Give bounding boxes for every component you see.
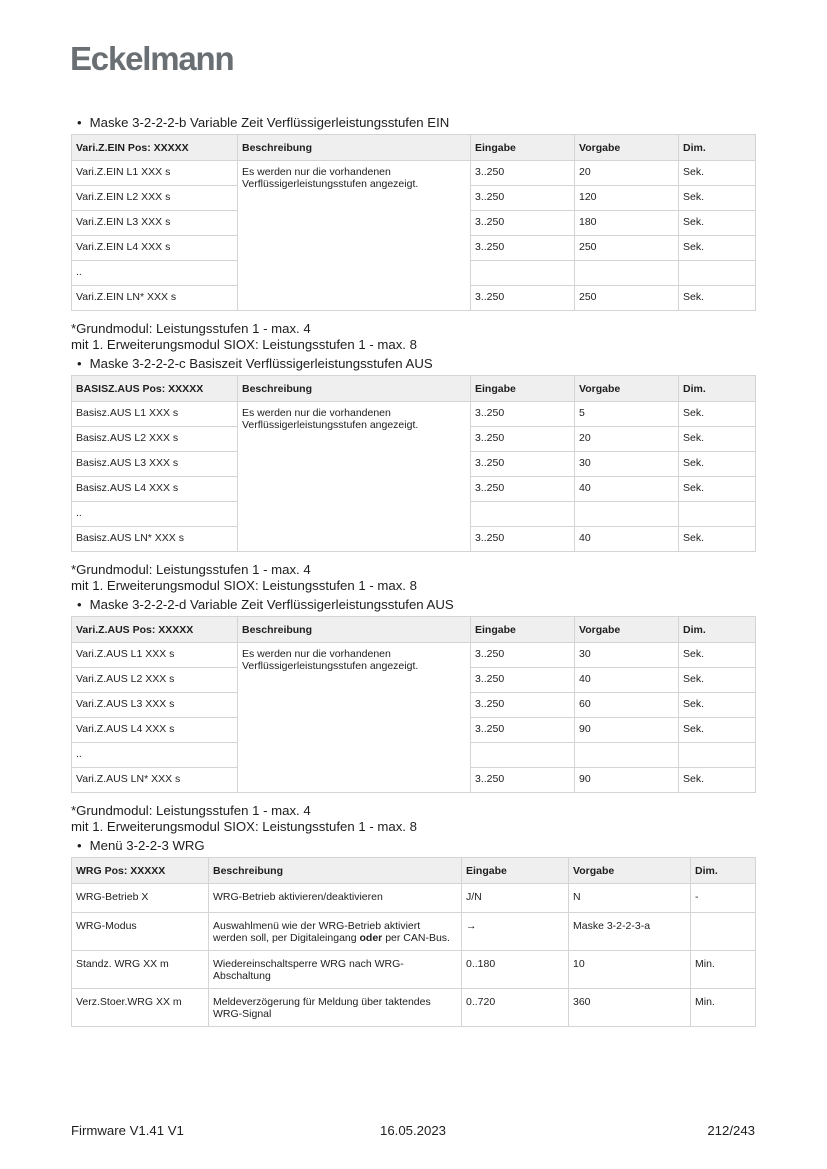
param-default: Maske 3-2-2-3-a [569, 913, 691, 951]
param-description: Es werden nur die vorhandenen Verflüssigerleistungsstufen angezeigt. [238, 402, 471, 552]
param-name: Vari.Z.AUS L3 XXX s [72, 693, 238, 718]
param-description: Wiedereinschaltsperre WRG nach WRG-Abschaltung [209, 951, 462, 989]
param-default: 10 [569, 951, 691, 989]
param-input: 3..250 [471, 693, 575, 718]
param-name: Basisz.AUS LN* XXX s [72, 527, 238, 552]
param-name: Basisz.AUS L4 XXX s [72, 477, 238, 502]
param-default: 20 [575, 427, 679, 452]
param-name: WRG-Betrieb X [72, 884, 209, 913]
param-dim: Sek. [679, 286, 756, 311]
param-default: 250 [575, 236, 679, 261]
table-header-row [72, 617, 756, 643]
param-dim [679, 502, 756, 527]
column-header: Dim. [679, 617, 756, 643]
column-header: Beschreibung [238, 135, 471, 161]
param-input: 3..250 [471, 527, 575, 552]
submenu-arrow[interactable]: → [462, 913, 569, 951]
param-name: Basisz.AUS L2 XXX s [72, 427, 238, 452]
param-input [471, 743, 575, 768]
param-default: 60 [575, 693, 679, 718]
param-default: 90 [575, 718, 679, 743]
param-default: 360 [569, 989, 691, 1027]
param-dim: Sek. [679, 402, 756, 427]
param-dim [691, 913, 756, 951]
param-name: Vari.Z.EIN L4 XXX s [72, 236, 238, 261]
param-name: Standz. WRG XX m [72, 951, 209, 989]
param-name: Vari.Z.EIN L3 XXX s [72, 211, 238, 236]
param-description: Meldeverzögerung für Meldung über taktendes WRG-Signal [209, 989, 462, 1027]
param-input [471, 261, 575, 286]
param-input: 3..250 [471, 286, 575, 311]
param-description: Es werden nur die vorhandenen Verflüssigerleistungsstufen angezeigt. [238, 161, 471, 311]
wrg-table [71, 857, 756, 1027]
page-footer [71, 1123, 755, 1138]
column-header: Vorgabe [575, 376, 679, 402]
param-default: 30 [575, 452, 679, 477]
param-dim: Sek. [679, 668, 756, 693]
param-input: 3..250 [471, 768, 575, 793]
description-text: per CAN-Bus. [382, 932, 450, 944]
param-name: Vari.Z.EIN L2 XXX s [72, 186, 238, 211]
param-description: WRG-Betrieb aktivieren/deaktivieren [209, 884, 462, 913]
table-header-row [72, 135, 756, 161]
section-heading: • Maske 3-2-2-2-d Variable Zeit Verflüssigerleistungsstufen AUS [77, 596, 755, 614]
firmware-version: Firmware V1.41 V1 [71, 1123, 184, 1138]
column-header: Eingabe [462, 858, 569, 884]
table-row [72, 643, 756, 668]
footnote: mit 1. Erweiterungsmodul SIOX: Leistungsstufen 1 - max. 8 [71, 337, 417, 352]
column-header: Dim. [679, 135, 756, 161]
param-input [471, 502, 575, 527]
table-row [72, 161, 756, 186]
param-name: Vari.Z.EIN L1 XXX s [72, 161, 238, 186]
description-text: Auswahlmenü wie der WRG-Betrieb aktiviert werden soll, per Digitaleingang [213, 920, 421, 944]
param-input: 3..250 [471, 668, 575, 693]
param-description [209, 913, 462, 951]
footnote: mit 1. Erweiterungsmodul SIOX: Leistungsstufen 1 - max. 8 [71, 819, 417, 834]
param-name: .. [72, 261, 238, 286]
column-header: Vorgabe [575, 135, 679, 161]
table-row [72, 884, 756, 913]
footnote: *Grundmodul: Leistungsstufen 1 - max. 4 [71, 562, 311, 577]
page-content [71, 114, 755, 1027]
param-default: 40 [575, 527, 679, 552]
param-dim [679, 261, 756, 286]
param-description: Es werden nur die vorhandenen Verflüssigerleistungsstufen angezeigt. [238, 643, 471, 793]
param-input: 0..720 [462, 989, 569, 1027]
param-input: 0..180 [462, 951, 569, 989]
param-dim: Sek. [679, 236, 756, 261]
param-name: Vari.Z.EIN LN* XXX s [72, 286, 238, 311]
param-input: J/N [462, 884, 569, 913]
param-input: 3..250 [471, 402, 575, 427]
param-name: Vari.Z.AUS L4 XXX s [72, 718, 238, 743]
param-default: 40 [575, 668, 679, 693]
param-dim: Sek. [679, 768, 756, 793]
section-heading: • Maske 3-2-2-2-c Basiszeit Verflüssigerleistungsstufen AUS [77, 355, 755, 373]
param-dim: Sek. [679, 427, 756, 452]
column-header: Eingabe [471, 617, 575, 643]
param-name: WRG-Modus [72, 913, 209, 951]
param-dim: Sek. [679, 211, 756, 236]
company-logo: Eckelmann [70, 40, 234, 77]
param-default: 5 [575, 402, 679, 427]
param-default: 40 [575, 477, 679, 502]
param-default [575, 261, 679, 286]
param-dim [679, 743, 756, 768]
param-default: 180 [575, 211, 679, 236]
footnote: *Grundmodul: Leistungsstufen 1 - max. 4 [71, 321, 311, 336]
table-header-row [72, 376, 756, 402]
parameter-table [71, 616, 756, 793]
param-name: .. [72, 502, 238, 527]
param-default: 90 [575, 768, 679, 793]
param-dim: Sek. [679, 186, 756, 211]
param-default: 30 [575, 643, 679, 668]
table-row [72, 913, 756, 951]
page-number: 212/243 [707, 1123, 755, 1138]
column-header: Vorgabe [569, 858, 691, 884]
param-input: 3..250 [471, 452, 575, 477]
table-header-row [72, 858, 756, 884]
column-header: Dim. [679, 376, 756, 402]
param-dim: Min. [691, 989, 756, 1027]
column-header: WRG Pos: XXXXX [72, 858, 209, 884]
section-heading: • Maske 3-2-2-2-b Variable Zeit Verflüssigerleistungsstufen EIN [77, 114, 755, 132]
column-header: Vorgabe [575, 617, 679, 643]
param-input: 3..250 [471, 211, 575, 236]
param-default: 120 [575, 186, 679, 211]
description-emphasis: oder [359, 932, 383, 944]
footnote: mit 1. Erweiterungsmodul SIOX: Leistungsstufen 1 - max. 8 [71, 578, 417, 593]
param-input: 3..250 [471, 161, 575, 186]
param-input: 3..250 [471, 643, 575, 668]
param-name: Vari.Z.AUS L2 XXX s [72, 668, 238, 693]
param-default [575, 502, 679, 527]
param-dim: Sek. [679, 718, 756, 743]
param-input: 3..250 [471, 186, 575, 211]
column-header: Vari.Z.AUS Pos: XXXXX [72, 617, 238, 643]
param-input: 3..250 [471, 236, 575, 261]
param-dim: Sek. [679, 452, 756, 477]
parameter-table [71, 134, 756, 311]
param-default [575, 743, 679, 768]
param-dim: Sek. [679, 693, 756, 718]
param-name: Basisz.AUS L3 XXX s [72, 452, 238, 477]
param-default: 20 [575, 161, 679, 186]
param-name: .. [72, 743, 238, 768]
column-header: Beschreibung [209, 858, 462, 884]
param-input: 3..250 [471, 718, 575, 743]
section-heading: • Menü 3-2-2-3 WRG [77, 837, 755, 855]
footnote: *Grundmodul: Leistungsstufen 1 - max. 4 [71, 803, 311, 818]
param-dim: Min. [691, 951, 756, 989]
param-default: 250 [575, 286, 679, 311]
column-header: BASISZ.AUS Pos: XXXXX [72, 376, 238, 402]
parameter-table [71, 375, 756, 552]
param-input: 3..250 [471, 477, 575, 502]
param-dim: Sek. [679, 477, 756, 502]
column-header: Dim. [691, 858, 756, 884]
param-dim: - [691, 884, 756, 913]
table-row [72, 989, 756, 1027]
column-header: Beschreibung [238, 617, 471, 643]
column-header: Eingabe [471, 376, 575, 402]
param-default: N [569, 884, 691, 913]
param-dim: Sek. [679, 161, 756, 186]
document-date: 16.05.2023 [380, 1123, 447, 1138]
param-name: Vari.Z.AUS LN* XXX s [72, 768, 238, 793]
param-dim: Sek. [679, 643, 756, 668]
column-header: Vari.Z.EIN Pos: XXXXX [72, 135, 238, 161]
column-header: Eingabe [471, 135, 575, 161]
table-row [72, 951, 756, 989]
param-name: Vari.Z.AUS L1 XXX s [72, 643, 238, 668]
param-input: 3..250 [471, 427, 575, 452]
column-header: Beschreibung [238, 376, 471, 402]
table-row [72, 402, 756, 427]
param-name: Verz.Stoer.WRG XX m [72, 989, 209, 1027]
param-name: Basisz.AUS L1 XXX s [72, 402, 238, 427]
param-dim: Sek. [679, 527, 756, 552]
